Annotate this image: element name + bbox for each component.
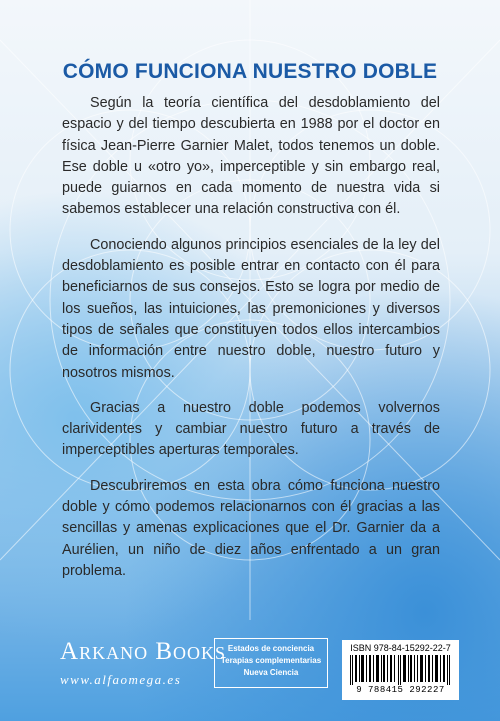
publisher-name: [60, 638, 227, 666]
paragraph: Descubriremos en esta obra cómo funciona nuestro doble y cómo podemos relacionarnos con él gracias a las sencillas y amenas explicaciones que el Dr. Garnier da a Aurélien, un niño de diez años enfrentado a un gran problema.: [62, 477, 440, 579]
logo-letter-b: B: [155, 638, 174, 665]
logo-letter-a: A: [60, 638, 80, 665]
isbn-label: ISBN 978-84-15292-22-7: [350, 643, 451, 653]
isbn-barcode-box: [342, 640, 459, 700]
subject-line: Terapias complementarias: [220, 656, 322, 665]
subject-box: [214, 638, 328, 688]
paragraph: Gracias a nuestro doble podemos volvernos clarividentes y cambiar nuestro futuro a través de imperceptibles aperturas temporales.: [62, 399, 440, 459]
logo-rkano: RKANO: [79, 643, 149, 663]
logo-ooks: OOKS: [173, 643, 227, 663]
publisher-url: www.alfaomega.es: [60, 672, 182, 687]
paragraph: Conociendo algunos principios esenciales de la ley del desdoblamiento es posible entrar en contacto con él para beneficiarnos de sus consejos. Esto se logra por medio de los sueños, las intuiciones, las premoniciones y diversos tipos de señales que constituyen todos ellos intercambios de información entre nuestro doble, nuestro futuro y nosotros mismos.: [62, 236, 440, 381]
subject-line: Nueva Ciencia: [243, 668, 299, 677]
page-title: CÓMO FUNCIONA NUESTRO DOBLE: [62, 60, 438, 83]
barcode-icon: [348, 655, 453, 685]
barcode-digits: 9 788415 292227: [356, 685, 445, 695]
back-cover-text: [62, 93, 440, 596]
subject-line: Estados de conciencia: [227, 644, 315, 653]
paragraph: Según la teoría científica del desdoblamiento del espacio y del tiempo descubierta en 1988 por el doctor en física Jean-Pierre Garnier Malet, todos tenemos un doble. Ese doble u «otro yo», imperceptible y sin embargo real, puede guiarnos en cada momento de nuestra vida si sabemos establecer una relación constructiva con él.: [62, 95, 440, 218]
publisher-logo: [60, 638, 227, 698]
